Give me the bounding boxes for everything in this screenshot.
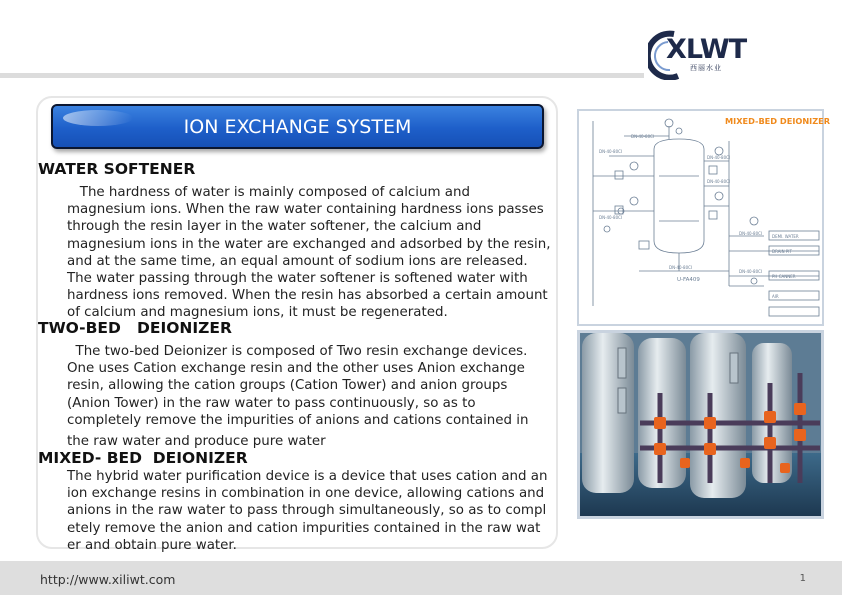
equipment-photo-illustration	[580, 333, 821, 516]
header-divider	[0, 73, 644, 78]
pipe-tag: DN-40-80CI	[669, 265, 693, 270]
text-line: ion exchange resins in combination in one device, allowing cations and	[67, 486, 545, 502]
footer-website-link[interactable]: http://www.xiliwt.com	[40, 572, 176, 587]
footer-bar	[0, 561, 842, 595]
text-line: The hardness of water is mainly composed of calcium and	[67, 185, 470, 200]
pipe-tag: DN-40-80CI	[739, 231, 763, 236]
pipe-tag: DN-40-80CI	[707, 179, 731, 184]
pipe-tag: DN-40-80CI	[707, 155, 731, 160]
equipment-tag: U-FA409	[677, 277, 700, 283]
text-line: the raw water and produce pure water	[67, 434, 326, 450]
text-line: and at the same time, an equal amount of sodium ions are released.	[67, 253, 528, 269]
section-heading-two-bed-deionizer: TWO-BED DEIONIZER	[38, 319, 232, 337]
section-heading-mixed-bed-deionizer: MIXED- BED DEIONIZER	[38, 449, 248, 467]
text-line: resin, allowing the cation groups (Cation Tower) and anion groups	[67, 378, 508, 394]
text-line: hardness ions removed. When the resin has absorbed a certain amount	[67, 288, 548, 304]
outlet-label: DEMI. WATER	[772, 234, 799, 239]
text-line: The water passing through the water softener is softened water with	[67, 271, 528, 287]
text-line: (Anion Tower) in the raw water to pass continuously, so as to	[67, 395, 476, 411]
text-line: One uses Cation exchange resin and the other uses Anion exchange	[67, 361, 525, 377]
pipe-tag: DN-40-80CI	[599, 215, 623, 220]
page-title: ION EXCHANGE SYSTEM	[183, 116, 412, 138]
text-line: The two-bed Deionizer is composed of Two resin exchange devices.	[67, 344, 528, 359]
pipe-tag: DN-40-80CI	[631, 134, 655, 139]
text-line: completely remove the impurities of anions and cations contained in	[67, 412, 529, 428]
logo-subtitle: 西丽水业	[690, 64, 722, 72]
diagram-title: MIXED-BED DEIONIZER	[725, 116, 831, 126]
pipe-tag: DN-40-80CI	[599, 149, 623, 154]
text-line: of calcium and magnesium ions, it must be regenerated.	[67, 305, 448, 321]
pid-diagram	[577, 109, 824, 326]
outlet-label: DRAIN PIT	[772, 249, 792, 254]
section-heading-water-softener: WATER SOFTENER	[38, 160, 196, 178]
outlet-label: PH CANNER	[772, 274, 796, 279]
water-softener-paragraph	[67, 184, 550, 322]
company-logo	[648, 28, 747, 80]
text-line: through the resin layer in the water softener, the calcium and	[67, 219, 482, 235]
equipment-photo	[577, 330, 824, 519]
text-line: anions in the raw water to pass through simultaneously, so as to compl	[67, 503, 547, 519]
pid-drawing	[579, 111, 822, 324]
logo-text: XLWT	[666, 34, 747, 65]
two-bed-paragraph	[67, 343, 529, 450]
mixed-bed-paragraph	[67, 468, 547, 554]
outlet-label: AIR	[772, 294, 779, 299]
text-line: The hybrid water purification device is a device that uses cation and an	[67, 469, 548, 484]
pipe-tag: DN-40-80CI	[739, 269, 763, 274]
text-line: magnesium ions in the water are exchanged and adsorbed by the resin,	[67, 236, 551, 252]
page-number: 1	[799, 573, 806, 584]
title-banner	[51, 104, 544, 149]
text-line: etely remove the anion and cation impurities contained in the raw wat	[67, 520, 541, 536]
text-line: magnesium ions. When the raw water containing hardness ions passes	[67, 202, 544, 218]
text-line: er and obtain pure water.	[67, 537, 237, 553]
